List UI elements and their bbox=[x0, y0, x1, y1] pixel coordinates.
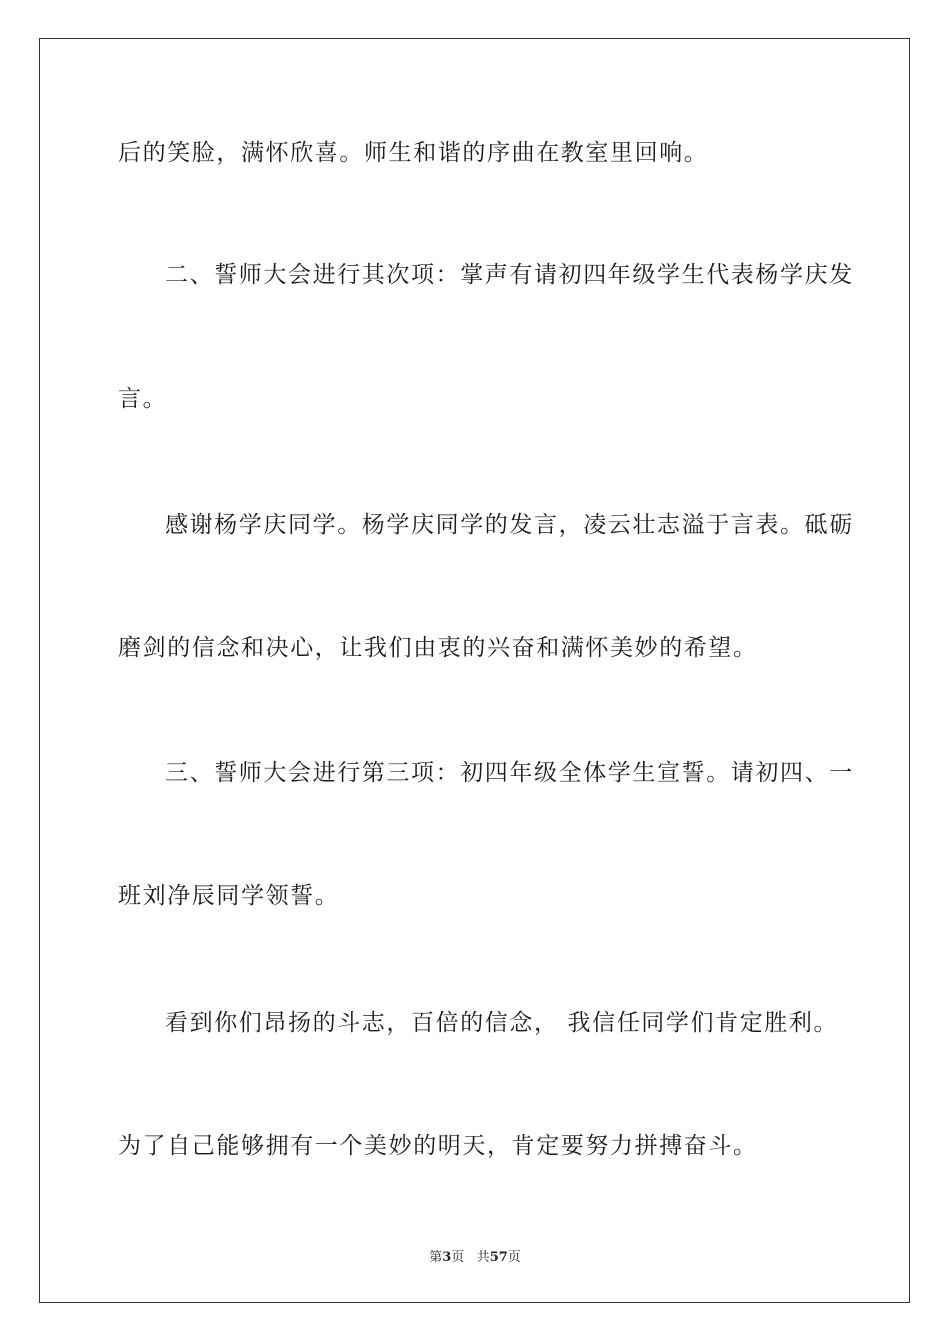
text-line-1: 后的笑脸，满怀欣喜。师生和谐的序曲在教室里回响。 bbox=[118, 140, 709, 166]
text-line-8: 看到你们昂扬的斗志，百倍的信念， 我信任同学们肯定胜利。 bbox=[165, 1010, 839, 1036]
text-line-6: 三、誓师大会进行第三项：初四年级全体学生宣誓。请初四、一 bbox=[165, 760, 854, 786]
text-line-4: 感谢杨学庆同学。杨学庆同学的发言，凌云壮志溢于言表。砥砺 bbox=[165, 512, 854, 538]
text-line-7: 班刘净辰同学领誓。 bbox=[118, 883, 340, 909]
page-border bbox=[39, 38, 910, 1303]
text-line-9: 为了自己能够拥有一个美妙的明天，肯定要努力拼搏奋斗。 bbox=[118, 1133, 758, 1159]
text-line-2: 二、誓师大会进行其次项：掌声有请初四年级学生代表杨学庆发 bbox=[165, 262, 854, 288]
total-prefix: 共 bbox=[476, 1250, 490, 1265]
page-number: 3 bbox=[442, 1250, 452, 1265]
text-line-5: 磨剑的信念和决心，让我们由衷的兴奋和满怀美妙的希望。 bbox=[118, 635, 758, 661]
page-suffix: 页 bbox=[451, 1250, 465, 1265]
total-pages: 57 bbox=[489, 1250, 508, 1265]
page-prefix: 第 bbox=[429, 1250, 443, 1265]
text-line-3: 言。 bbox=[118, 386, 168, 412]
page-footer bbox=[0, 1246, 950, 1265]
total-suffix: 页 bbox=[507, 1250, 521, 1265]
